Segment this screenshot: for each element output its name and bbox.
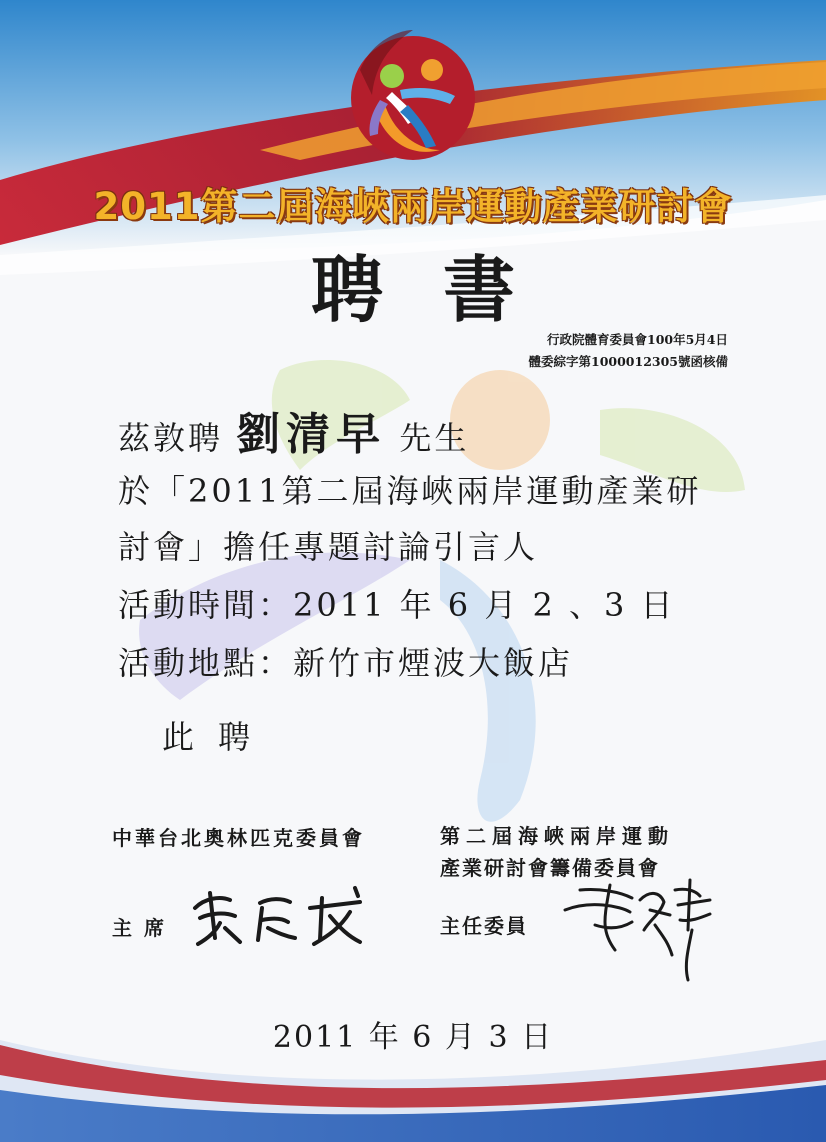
event-title: 2011第二屆海峽兩岸運動產業研討會 (93, 185, 733, 228)
appointment-line-3: 討會」擔任專題討論引言人 (118, 528, 539, 566)
right-role: 主任委員 (440, 914, 528, 938)
document-title: 聘書 (310, 247, 575, 332)
appointee-honorific: 先生 (399, 419, 470, 457)
left-organization: 中華台北奧林匹克委員會 (112, 826, 365, 850)
left-role: 主席 (112, 916, 176, 940)
approval-ref-line1: 行政院體育委員會100年5月4日 (547, 332, 728, 347)
appointment-line-1 (118, 398, 469, 462)
event-location: 活動地點：新竹市煙波大飯店 (118, 644, 574, 682)
event-time: 活動時間：2011 年 6 月 2 、3 日 (118, 586, 676, 624)
issue-date: 2011 年 6 月 3 日 (272, 1020, 554, 1055)
right-organization-line1: 第二屆海峽兩岸運動 (440, 824, 674, 848)
approval-ref-line2: 體委綜字第1000012305號函核備 (528, 354, 728, 369)
director-signature (560, 870, 720, 985)
appointment-line-2: 於「2011第二屆海峽兩岸運動產業研 (118, 472, 702, 510)
chairman-signature (190, 878, 370, 958)
closing-phrase: 此聘 (162, 718, 275, 756)
appointment-prefix: 茲敦聘 (118, 419, 224, 457)
right-organization-line2: 產業研討會籌備委員會 (440, 856, 660, 880)
appointee-name: 劉清早 (236, 409, 387, 460)
